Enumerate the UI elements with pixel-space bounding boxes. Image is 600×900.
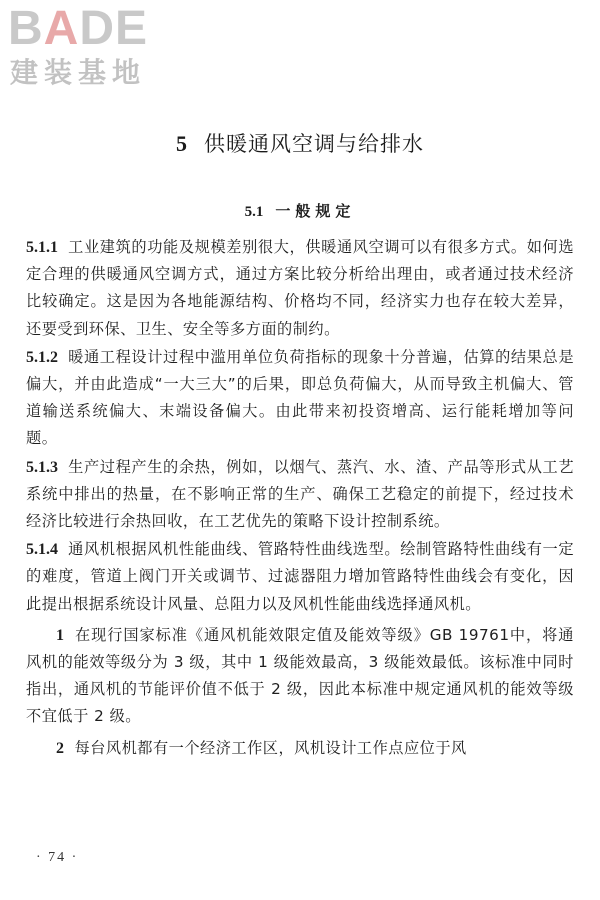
clause-number: 5.1.3 bbox=[26, 458, 58, 476]
item-text: 每台风机都有一个经济工作区，风机设计工作点应位于风 bbox=[74, 738, 467, 757]
chapter-title-text: 供暖通风空调与给排水 bbox=[204, 132, 424, 156]
item-text: 在现行国家标准《通风机能效限定值及能效等级》GB 19761中，将通风机的能效等级分为 3 级，其中 1 级能效最高，3 级能效最低。该标准中同时指出，通风机的节能评价值不低于 2 级，因此本标准中规定通风机的能效等级不宜低于 2 级。 bbox=[26, 625, 574, 726]
clause-text: 通风机根据风机性能曲线、管路特性曲线选型。绘制管路特性曲线有一定的难度，管道上阀门开关或调节、过滤器阻力增加管路特性曲线会有变化，因此提出根据系统设计风量、总阻力以及风机性能曲线选择通风机。 bbox=[26, 540, 574, 613]
item-number: 1 bbox=[56, 626, 65, 644]
clause-text: 工业建筑的功能及规模差别很大，供暖通风空调可以有很多方式。如何选定合理的供暖通风空调方式，通过方案比较分析给出理由，或者通过技术经济比较确定。这是因为各地能源结构、价格均不同，经济实力也存在较大差异，还要受到环保、卫生、安全等多方面的制约。 bbox=[26, 238, 574, 338]
clause-paragraph bbox=[26, 536, 574, 618]
section-number: 5.1 bbox=[244, 204, 264, 220]
clause-number: 5.1.4 bbox=[26, 541, 58, 559]
chapter-title bbox=[0, 128, 600, 158]
item-number: 2 bbox=[56, 739, 65, 757]
clause-text: 生产过程产生的余热，例如，以烟气、蒸汽、水、渣、产品等形式从工艺系统中排出的热量，在不影响正常的生产、确保工艺稳定的前提下，经过技术经济比较进行余热回收，在工艺优先的策略下设计控制系统。 bbox=[26, 457, 574, 531]
clause-number: 5.1.2 bbox=[26, 348, 58, 366]
clause-paragraph bbox=[26, 454, 574, 536]
section-title bbox=[0, 200, 600, 221]
section-title-text: 一般规定 bbox=[275, 202, 356, 220]
clause-number: 5.1.1 bbox=[26, 239, 58, 256]
brand-logo bbox=[8, 4, 178, 96]
logo-wordmark: BADE bbox=[8, 2, 149, 55]
body-text bbox=[26, 234, 574, 763]
list-item bbox=[26, 735, 574, 762]
list-item bbox=[26, 622, 574, 731]
clause-text: 暖通工程设计过程中滥用单位负荷指标的现象十分普遍，估算的结果总是偏大，并由此造成“一大三大”的后果，即总负荷偏大，从而导致主机偏大、管道输送系统偏大、末端设备偏大。由此带来初投资增高、运行能耗增加等问题。 bbox=[26, 347, 574, 448]
page-number: · 74 · bbox=[36, 850, 79, 865]
clause-paragraph bbox=[26, 234, 574, 343]
chapter-number: 5 bbox=[176, 131, 188, 156]
clause-paragraph bbox=[26, 344, 574, 453]
logo-subtitle: 建装基地 bbox=[10, 56, 147, 89]
